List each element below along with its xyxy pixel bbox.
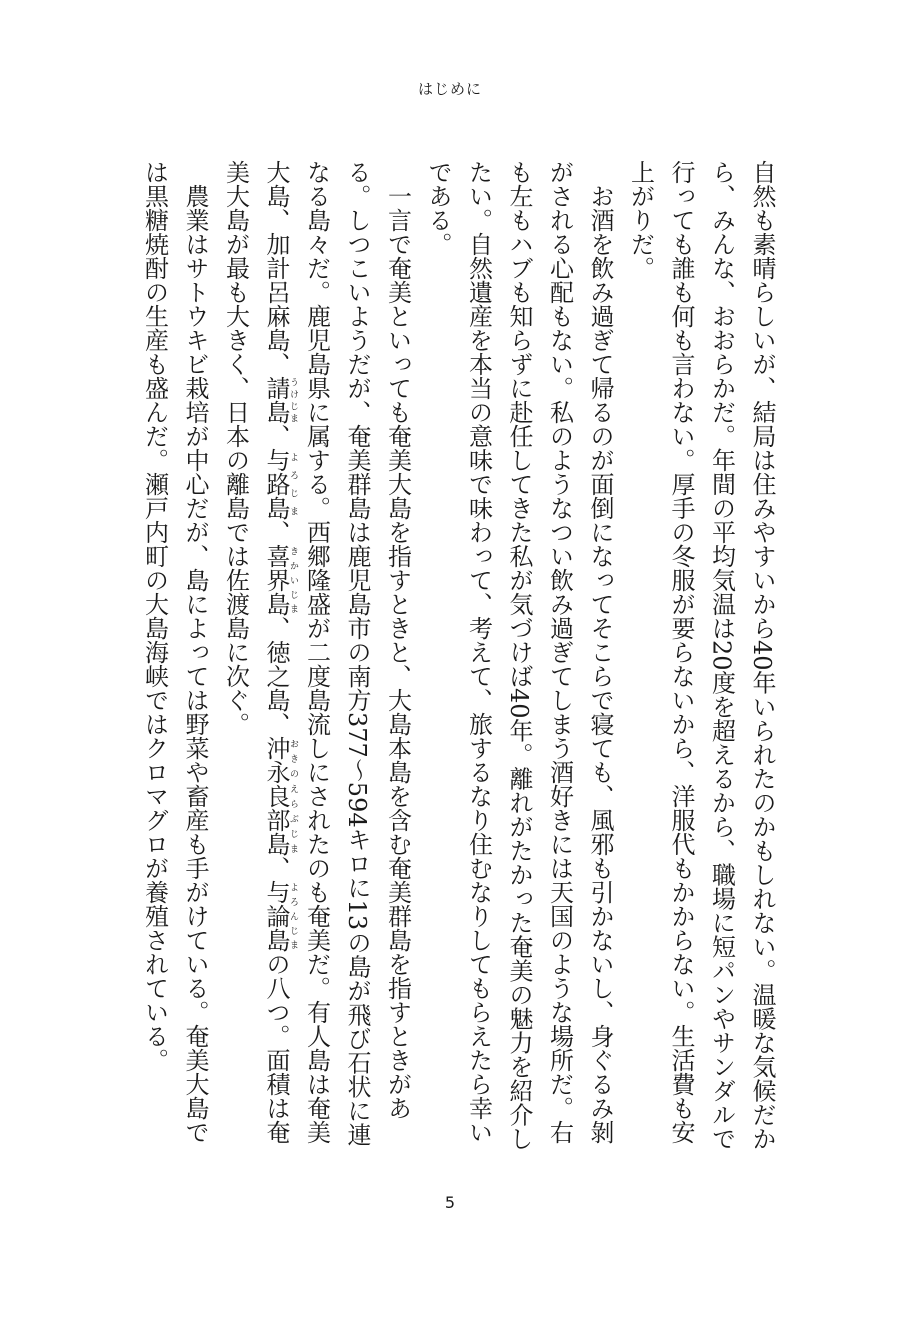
ruby-okinoerabujima: 沖永良部島おきのえらぶじま [262, 736, 298, 856]
ruby-ukejima: 請島うけじま [262, 376, 298, 424]
ruby-ukejima-reading: うけじま [288, 376, 298, 424]
paragraph-1: 自然も素晴らしいが、結局は住みやすいから40年いられたのかもしれない。温暖な気候だから、みんな、おおらかだ。年間の平均気温は20度を超えるから、職場に短パンやサンダルで行っても誰も何も言わない。厚手の冬服が要らないから、洋服代もかからない。生活費も安上がりだ。 [626, 160, 776, 1151]
ruby-yorojima-reading: よろじま [288, 448, 298, 520]
ruby-yoronjima: 与論島よろんじま [262, 880, 298, 952]
ruby-kikaijima-reading: きかいじま [288, 544, 298, 616]
paragraph-4: 農業はサトウキビ栽培が中心だが、島によっては野菜や畜産も手がけている。奄美大島では黒糖焼酎の生産も盛んだ。瀬戸内町の大島海峡ではクロマグロが養殖されている。 [140, 160, 209, 1144]
ruby-yorojima: 与路島よろじま [262, 448, 298, 520]
page-number: 5 [444, 1193, 456, 1212]
ruby-yoronjima-reading: よろんじま [288, 880, 298, 952]
paragraph-3: 一言で奄美といっても奄美大島を指すときと、大島本島を含む奄美群島を指すときがある。しつこいようだが、奄美群島は鹿児島市の南方377～594キロに13の島が飛び石状に連なる島々だ。鹿児島県に属する。西郷隆盛が二度島流しにされたのも奄美だ。有人島は奄美大島、加計呂麻島、請島うけじま、与路島よろじま、喜界島きかいじま、徳之島、沖永良部島おきのえらぶじま、与論島よろんじまの八つ。面積は奄美大島が最も大きく、日本の離島では佐渡島に次ぐ。 [221, 160, 412, 1147]
ruby-okinoerabujima-reading: おきのえらぶじま [288, 736, 298, 856]
paragraph-2: お酒を飲み過ぎて帰るのが面倒になってそこらで寝ても、風邪も引かないし、身ぐるみ剝がされる心配もない。私のようなつい飲み過ぎてしまう酒好きには天国のような場所だ。右も左もハブも知らずに赴任してきた私が気づけば40年。離れがたかった奄美の魅力を紹介したい。自然遺産を本当の意味で味わって、考えて、旅するなり住むなりしてもらえたら幸いである。 [424, 160, 614, 1151]
running-head: はじめに [417, 80, 482, 98]
ruby-kikaijima: 喜界島きかいじま [262, 544, 298, 616]
body-text [82, 160, 782, 1160]
